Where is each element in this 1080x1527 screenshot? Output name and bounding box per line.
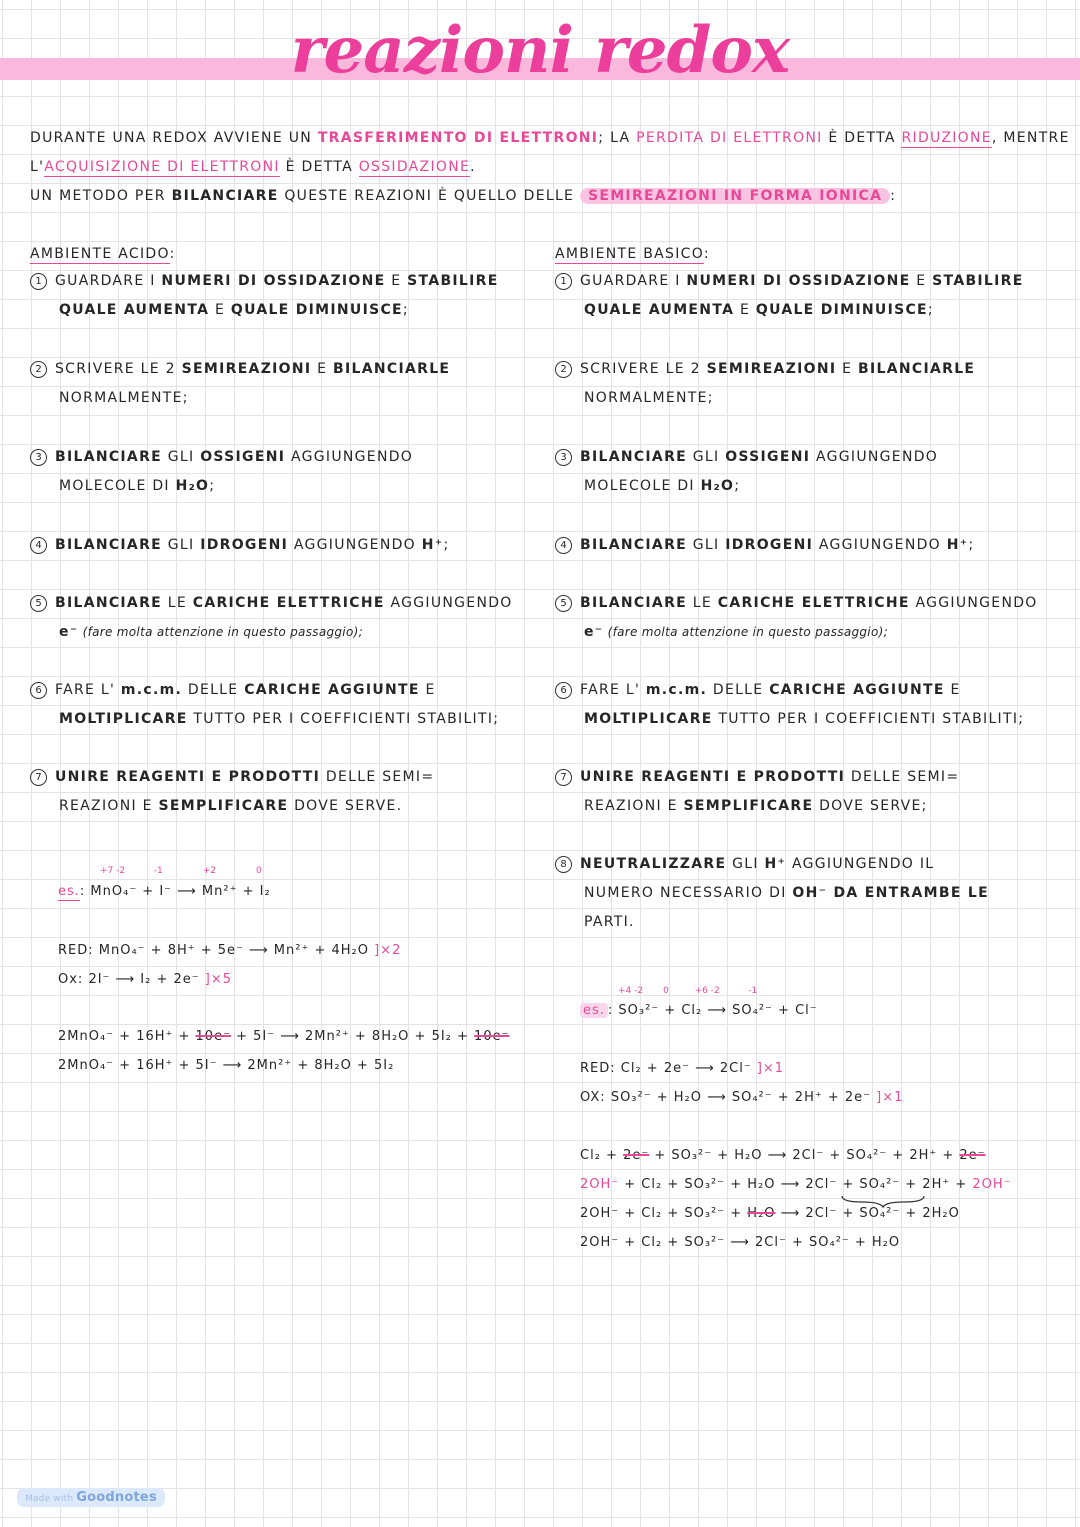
- step-keyword: H⁺: [764, 856, 787, 872]
- step-text: GLI: [726, 856, 765, 872]
- step-text: NORMALMENTE;: [584, 390, 714, 406]
- acid-step-7: [30, 763, 434, 821]
- step-note: (fare molta attenzione in questo passaggio);: [78, 625, 363, 639]
- basic-sum-line-4: 2OH⁻ + Cl₂ + SO₃²⁻ ⟶ 2Cl⁻ + SO₄²⁻ + H₂O: [580, 1235, 901, 1250]
- acid-sum-line-2: 2MnO₄⁻ + 16H⁺ + 5I⁻ ⟶ 2Mn²⁺ + 8H₂O + 5I₂: [58, 1058, 395, 1073]
- step-text: NUMERO NECESSARIO DI: [584, 885, 793, 901]
- step-text: ;: [443, 537, 450, 553]
- step-number-icon: 8: [555, 856, 572, 873]
- step-keyword: H⁺: [421, 537, 444, 553]
- made-with-goodnotes-badge[interactable]: [17, 1488, 165, 1507]
- equation-text: RED: Cl₂ + 2e⁻ ⟶ 2Cl⁻: [580, 1061, 752, 1076]
- example-label: es.: [580, 1003, 608, 1018]
- intro-text: .: [470, 159, 476, 175]
- step-keyword: BILANCIARE: [55, 537, 163, 553]
- step-keyword: CARICHE ELETTRICHE: [192, 595, 385, 611]
- step-number-icon: 5: [555, 595, 572, 612]
- intro-keyword: OSSIDAZIONE: [358, 159, 471, 175]
- step-keyword: BILANCIARLE: [858, 361, 976, 377]
- step-text: DOVE SERVE.: [288, 798, 403, 814]
- basic-step-1: [555, 267, 1024, 325]
- step-text: DELLE: [182, 682, 245, 698]
- intro-text: L': [30, 159, 45, 175]
- acid-red-half: [58, 936, 401, 965]
- step-text: REAZIONI E: [59, 798, 159, 814]
- step-keyword: STABILIRE: [407, 273, 499, 289]
- basic-ox-half: [580, 1083, 903, 1112]
- step-text: GLI: [162, 537, 201, 553]
- acid-step-3: [30, 443, 413, 501]
- step-number-icon: 7: [30, 769, 47, 786]
- basic-heading-text: AMBIENTE BASICO: [555, 246, 704, 262]
- step-text: MOLECOLE DI: [59, 478, 176, 494]
- step-text: AGGIUNGENDO IL: [786, 856, 935, 872]
- equation-text: + Cl₂ + SO₃²⁻ + H₂O ⟶ 2Cl⁻ + SO₄²⁻ + 2H⁺ +: [619, 1177, 973, 1192]
- multiplier: ]×5: [199, 972, 233, 987]
- step-keyword: STABILIRE: [932, 273, 1024, 289]
- step-keyword: CARICHE AGGIUNTE: [769, 682, 945, 698]
- acid-oxidation-numbers: +7 -2 -1 +2 0: [100, 866, 262, 876]
- step-keyword: QUALE DIMINUISCE: [755, 302, 928, 318]
- equation-text: + 5I⁻ ⟶ 2Mn²⁺ + 8H₂O + 5I₂ +: [230, 1029, 475, 1044]
- step-text: E: [419, 682, 436, 698]
- step-text: LE: [162, 595, 193, 611]
- step-number-icon: 2: [30, 361, 47, 378]
- step-keyword: UNIRE REAGENTI E PRODOTTI: [580, 769, 846, 785]
- step-text: ;: [968, 537, 975, 553]
- intro-line-3: [30, 186, 896, 206]
- step-text: DELLE: [707, 682, 770, 698]
- multiplier: ]×2: [368, 943, 402, 958]
- step-keyword: NUMERI DI OSSIDAZIONE: [686, 273, 911, 289]
- step-number-icon: 1: [30, 273, 47, 290]
- step-number-icon: 6: [555, 682, 572, 699]
- step-text: GLI: [162, 449, 201, 465]
- intro-text: DURANTE UNA REDOX AVVIENE UN: [30, 130, 318, 146]
- equation-text: Ox: 2I⁻ ⟶ I₂ + 2e⁻: [58, 972, 200, 987]
- step-keyword: m.c.m.: [120, 682, 183, 698]
- intro-text: ; LA: [598, 130, 637, 146]
- step-keyword: BILANCIARLE: [333, 361, 451, 377]
- step-keyword: DA ENTRAMBE LE: [827, 885, 989, 901]
- step-text: GLI: [687, 537, 726, 553]
- step-text: FARE L': [55, 682, 121, 698]
- step-keyword: H⁺: [946, 537, 969, 553]
- equation-text: 2OH⁻ + Cl₂ + SO₃²⁻ +: [580, 1206, 748, 1221]
- step-text: AGGIUNGENDO: [288, 537, 422, 553]
- step-keyword: e⁻: [59, 624, 79, 640]
- step-text: E: [209, 302, 231, 318]
- step-number-icon: 7: [555, 769, 572, 786]
- step-text: LE: [687, 595, 718, 611]
- step-text: E: [944, 682, 961, 698]
- step-keyword: OSSIGENI: [725, 449, 811, 465]
- step-text: FARE L': [580, 682, 646, 698]
- acid-example-equation: [58, 877, 271, 906]
- equation-text: + SO₃²⁻ + H₂O ⟶ 2Cl⁻ + SO₄²⁻ + 2H⁺ +: [649, 1148, 960, 1163]
- step-keyword: m.c.m.: [645, 682, 708, 698]
- step-text: MOLECOLE DI: [584, 478, 701, 494]
- basic-red-half: [580, 1054, 784, 1083]
- step-keyword: IDROGENI: [725, 537, 814, 553]
- cancelled-term: H₂O: [747, 1206, 776, 1221]
- basic-heading: AMBIENTE BASICO:: [555, 246, 710, 262]
- basic-step-7: [555, 763, 959, 821]
- step-number-icon: 3: [555, 449, 572, 466]
- step-text: TUTTO PER I COEFFICIENTI STABILITI;: [187, 711, 500, 727]
- step-keyword: BILANCIARE: [580, 537, 688, 553]
- equation-text: 2MnO₄⁻ + 16H⁺ +: [58, 1029, 196, 1044]
- step-keyword: e⁻: [584, 624, 604, 640]
- basic-step-4: [555, 531, 975, 560]
- example-label: es.: [58, 884, 80, 899]
- basic-step-5: [555, 589, 1038, 647]
- step-text: PARTI.: [584, 914, 635, 930]
- cancelled-term: 10e⁻: [474, 1029, 510, 1044]
- basic-step-8: [555, 850, 989, 937]
- intro-keyword: BILANCIARE: [171, 188, 279, 204]
- step-text: E: [910, 273, 933, 289]
- step-text: AGGIUNGENDO: [810, 449, 939, 465]
- step-number-icon: 1: [555, 273, 572, 290]
- step-note: (fare molta attenzione in questo passaggio);: [603, 625, 888, 639]
- step-text: AGGIUNGENDO: [285, 449, 414, 465]
- step-keyword: BILANCIARE: [580, 449, 688, 465]
- step-text: SCRIVERE LE 2: [55, 361, 182, 377]
- step-keyword: CARICHE AGGIUNTE: [244, 682, 420, 698]
- step-keyword: IDROGENI: [200, 537, 289, 553]
- step-text: ;: [209, 478, 216, 494]
- step-text: SCRIVERE LE 2: [580, 361, 707, 377]
- acid-step-2: [30, 355, 450, 413]
- step-keyword: QUALE DIMINUISCE: [230, 302, 403, 318]
- acid-step-6: [30, 676, 499, 734]
- equation-text: ⟶ 2Cl⁻ + SO₄²⁻ + 2H₂O: [775, 1206, 960, 1221]
- equation-text: Cl₂ +: [580, 1148, 624, 1163]
- step-text: GUARDARE I: [580, 273, 687, 289]
- intro-text: È DETTA: [279, 159, 359, 175]
- step-text: TUTTO PER I COEFFICIENTI STABILITI;: [712, 711, 1025, 727]
- acid-ox-half: [58, 965, 232, 994]
- step-keyword: CARICHE ELETTRICHE: [717, 595, 910, 611]
- step-keyword: H₂O: [700, 478, 735, 494]
- page-title: reazioni redox: [290, 13, 790, 88]
- basic-sum-line-2: [580, 1170, 1012, 1199]
- intro-text: , MENTRE: [991, 130, 1070, 146]
- basic-oxidation-numbers: +4 -2 0 +6 -2 -1: [618, 986, 758, 996]
- basic-step-3: [555, 443, 938, 501]
- intro-text: :: [890, 188, 897, 204]
- added-term: 2OH⁻: [580, 1177, 620, 1192]
- badge-prefix: Made with: [25, 1494, 74, 1504]
- added-term: 2OH⁻: [972, 1177, 1012, 1192]
- intro-keyword: TRASFERIMENTO DI ELETTRONI: [317, 130, 599, 146]
- basic-sum-line-1: [580, 1141, 986, 1170]
- badge-brand: Goodnotes: [76, 1490, 157, 1505]
- acid-heading: AMBIENTE ACIDO:: [30, 246, 176, 262]
- step-keyword: SEMPLIFICARE: [158, 798, 289, 814]
- step-keyword: QUALE AUMENTA: [59, 302, 210, 318]
- step-keyword: UNIRE REAGENTI E PRODOTTI: [55, 769, 321, 785]
- multiplier: ]×1: [871, 1090, 904, 1105]
- step-text: DELLE SEMI=: [845, 769, 960, 785]
- basic-step-6: [555, 676, 1024, 734]
- step-keyword: NEUTRALIZZARE: [580, 856, 727, 872]
- acid-step-5: [30, 589, 513, 647]
- step-keyword: H₂O: [175, 478, 210, 494]
- step-keyword: QUALE AUMENTA: [584, 302, 735, 318]
- intro-keyword: ACQUISIZIONE DI ELETTRONI: [44, 159, 280, 175]
- step-keyword: SEMIREAZIONI: [181, 361, 312, 377]
- intro-highlight: SEMIREAZIONI IN FORMA IONICA: [580, 188, 890, 204]
- acid-heading-text: AMBIENTE ACIDO: [30, 246, 170, 262]
- step-number-icon: 4: [555, 537, 572, 554]
- step-keyword: SEMPLIFICARE: [683, 798, 814, 814]
- cancelled-term: 2e⁻: [623, 1148, 650, 1163]
- intro-line-1: [30, 128, 1070, 148]
- multiplier: ]×1: [751, 1061, 785, 1076]
- step-keyword: MOLTIPLICARE: [584, 711, 713, 727]
- cancelled-term: 10e⁻: [195, 1029, 231, 1044]
- step-text: AGGIUNGENDO: [813, 537, 947, 553]
- step-keyword: OSSIGENI: [200, 449, 286, 465]
- step-text: AGGIUNGENDO: [384, 595, 513, 611]
- step-text: DELLE SEMI=: [320, 769, 435, 785]
- step-text: E: [385, 273, 408, 289]
- basic-example-equation: [580, 996, 818, 1025]
- step-text: ;: [402, 302, 409, 318]
- basic-sum-line-3: [580, 1199, 960, 1228]
- step-keyword: BILANCIARE: [55, 595, 163, 611]
- step-number-icon: 5: [30, 595, 47, 612]
- intro-text: UN METODO PER: [30, 188, 172, 204]
- step-keyword: NUMERI DI OSSIDAZIONE: [161, 273, 386, 289]
- step-number-icon: 6: [30, 682, 47, 699]
- acid-step-4: [30, 531, 450, 560]
- step-number-icon: 2: [555, 361, 572, 378]
- step-keyword: OH⁻: [792, 885, 828, 901]
- step-text: E: [734, 302, 756, 318]
- step-text: GLI: [687, 449, 726, 465]
- step-text: E: [836, 361, 859, 377]
- step-text: ;: [927, 302, 934, 318]
- intro-line-2: [30, 157, 476, 177]
- step-keyword: SEMIREAZIONI: [706, 361, 837, 377]
- intro-text: QUESTE REAZIONI È QUELLO DELLE: [278, 188, 580, 204]
- step-text: E: [311, 361, 334, 377]
- step-number-icon: 4: [30, 537, 47, 554]
- step-keyword: MOLTIPLICARE: [59, 711, 188, 727]
- equation-text: RED: MnO₄⁻ + 8H⁺ + 5e⁻ ⟶ Mn²⁺ + 4H₂O: [58, 943, 369, 958]
- step-text: AGGIUNGENDO: [909, 595, 1038, 611]
- acid-sum-line-1: [58, 1022, 509, 1051]
- equation-text: OX: SO₃²⁻ + H₂O ⟶ SO₄²⁻ + 2H⁺ + 2e⁻: [580, 1090, 871, 1105]
- step-keyword: BILANCIARE: [580, 595, 688, 611]
- equation-text: : SO₃²⁻ + Cl₂ ⟶ SO₄²⁻ + Cl⁻: [607, 1003, 818, 1018]
- step-text: DOVE SERVE;: [813, 798, 928, 814]
- intro-keyword: RIDUZIONE: [901, 130, 992, 146]
- step-text: ;: [734, 478, 741, 494]
- step-number-icon: 3: [30, 449, 47, 466]
- intro-keyword: PERDITA DI ELETTRONI: [636, 130, 823, 146]
- step-text: NORMALMENTE;: [59, 390, 189, 406]
- step-text: GUARDARE I: [55, 273, 162, 289]
- step-text: REAZIONI E: [584, 798, 684, 814]
- basic-step-2: [555, 355, 975, 413]
- acid-step-1: [30, 267, 499, 325]
- cancelled-term: 2e⁻: [959, 1148, 986, 1163]
- step-keyword: BILANCIARE: [55, 449, 163, 465]
- intro-text: È DETTA: [822, 130, 902, 146]
- equation-text: : MnO₄⁻ + I⁻ ⟶ Mn²⁺ + I₂: [79, 884, 271, 899]
